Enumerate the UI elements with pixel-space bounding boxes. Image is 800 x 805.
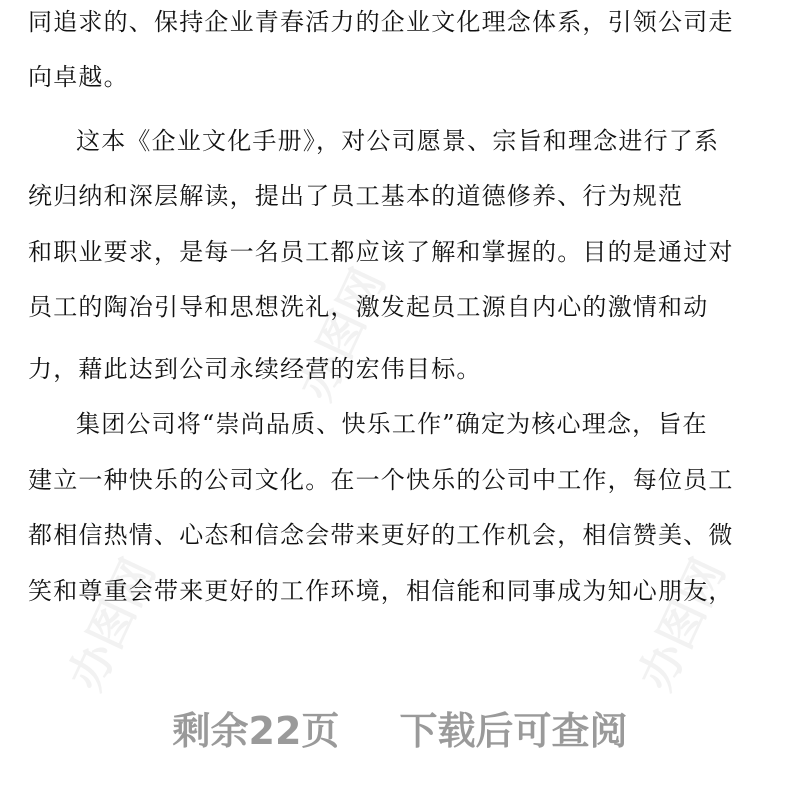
- watermark: 办图网: [628, 550, 736, 699]
- download-prompt-label[interactable]: 下载后可查阅: [399, 708, 628, 753]
- watermark: 办图网: [58, 550, 166, 699]
- text-line: 都相信热情、心态和信念会带来更好的工作机会，相信赞美、微: [28, 521, 734, 549]
- text-line: 建立一种快乐的公司文化。在一个快乐的公司中工作，每位员工: [28, 466, 734, 494]
- watermark: 办图网: [288, 260, 396, 409]
- text-line: 力，藉此达到公司永续经营的宏伟目标。: [28, 355, 482, 383]
- text-line: 这本《企业文化手册》，对公司愿景、宗旨和理念进行了系: [76, 127, 720, 155]
- text-line: 笑和尊重会带来更好的工作环境，相信能和同事成为知心朋友，: [28, 577, 734, 605]
- text-line: 集团公司将“崇尚品质、快乐工作”确定为核心理念，旨在: [76, 410, 708, 438]
- text-line: 同追求的、保持企业青春活力的企业文化理念体系，引领公司走: [28, 8, 734, 36]
- download-banner[interactable]: [0, 692, 800, 762]
- text-line: 统归纳和深层解读，提出了员工基本的道德修养、行为规范: [28, 182, 684, 210]
- text-line: 向卓越。: [28, 63, 129, 91]
- text-line: 和职业要求，是每一名员工都应该了解和掌握的。目的是通过对: [28, 238, 734, 266]
- text-line: 员工的陶冶引导和思想洗礼，激发起员工源自内心的激情和动: [28, 293, 709, 321]
- remaining-pages-label: 剩余22页: [172, 708, 340, 753]
